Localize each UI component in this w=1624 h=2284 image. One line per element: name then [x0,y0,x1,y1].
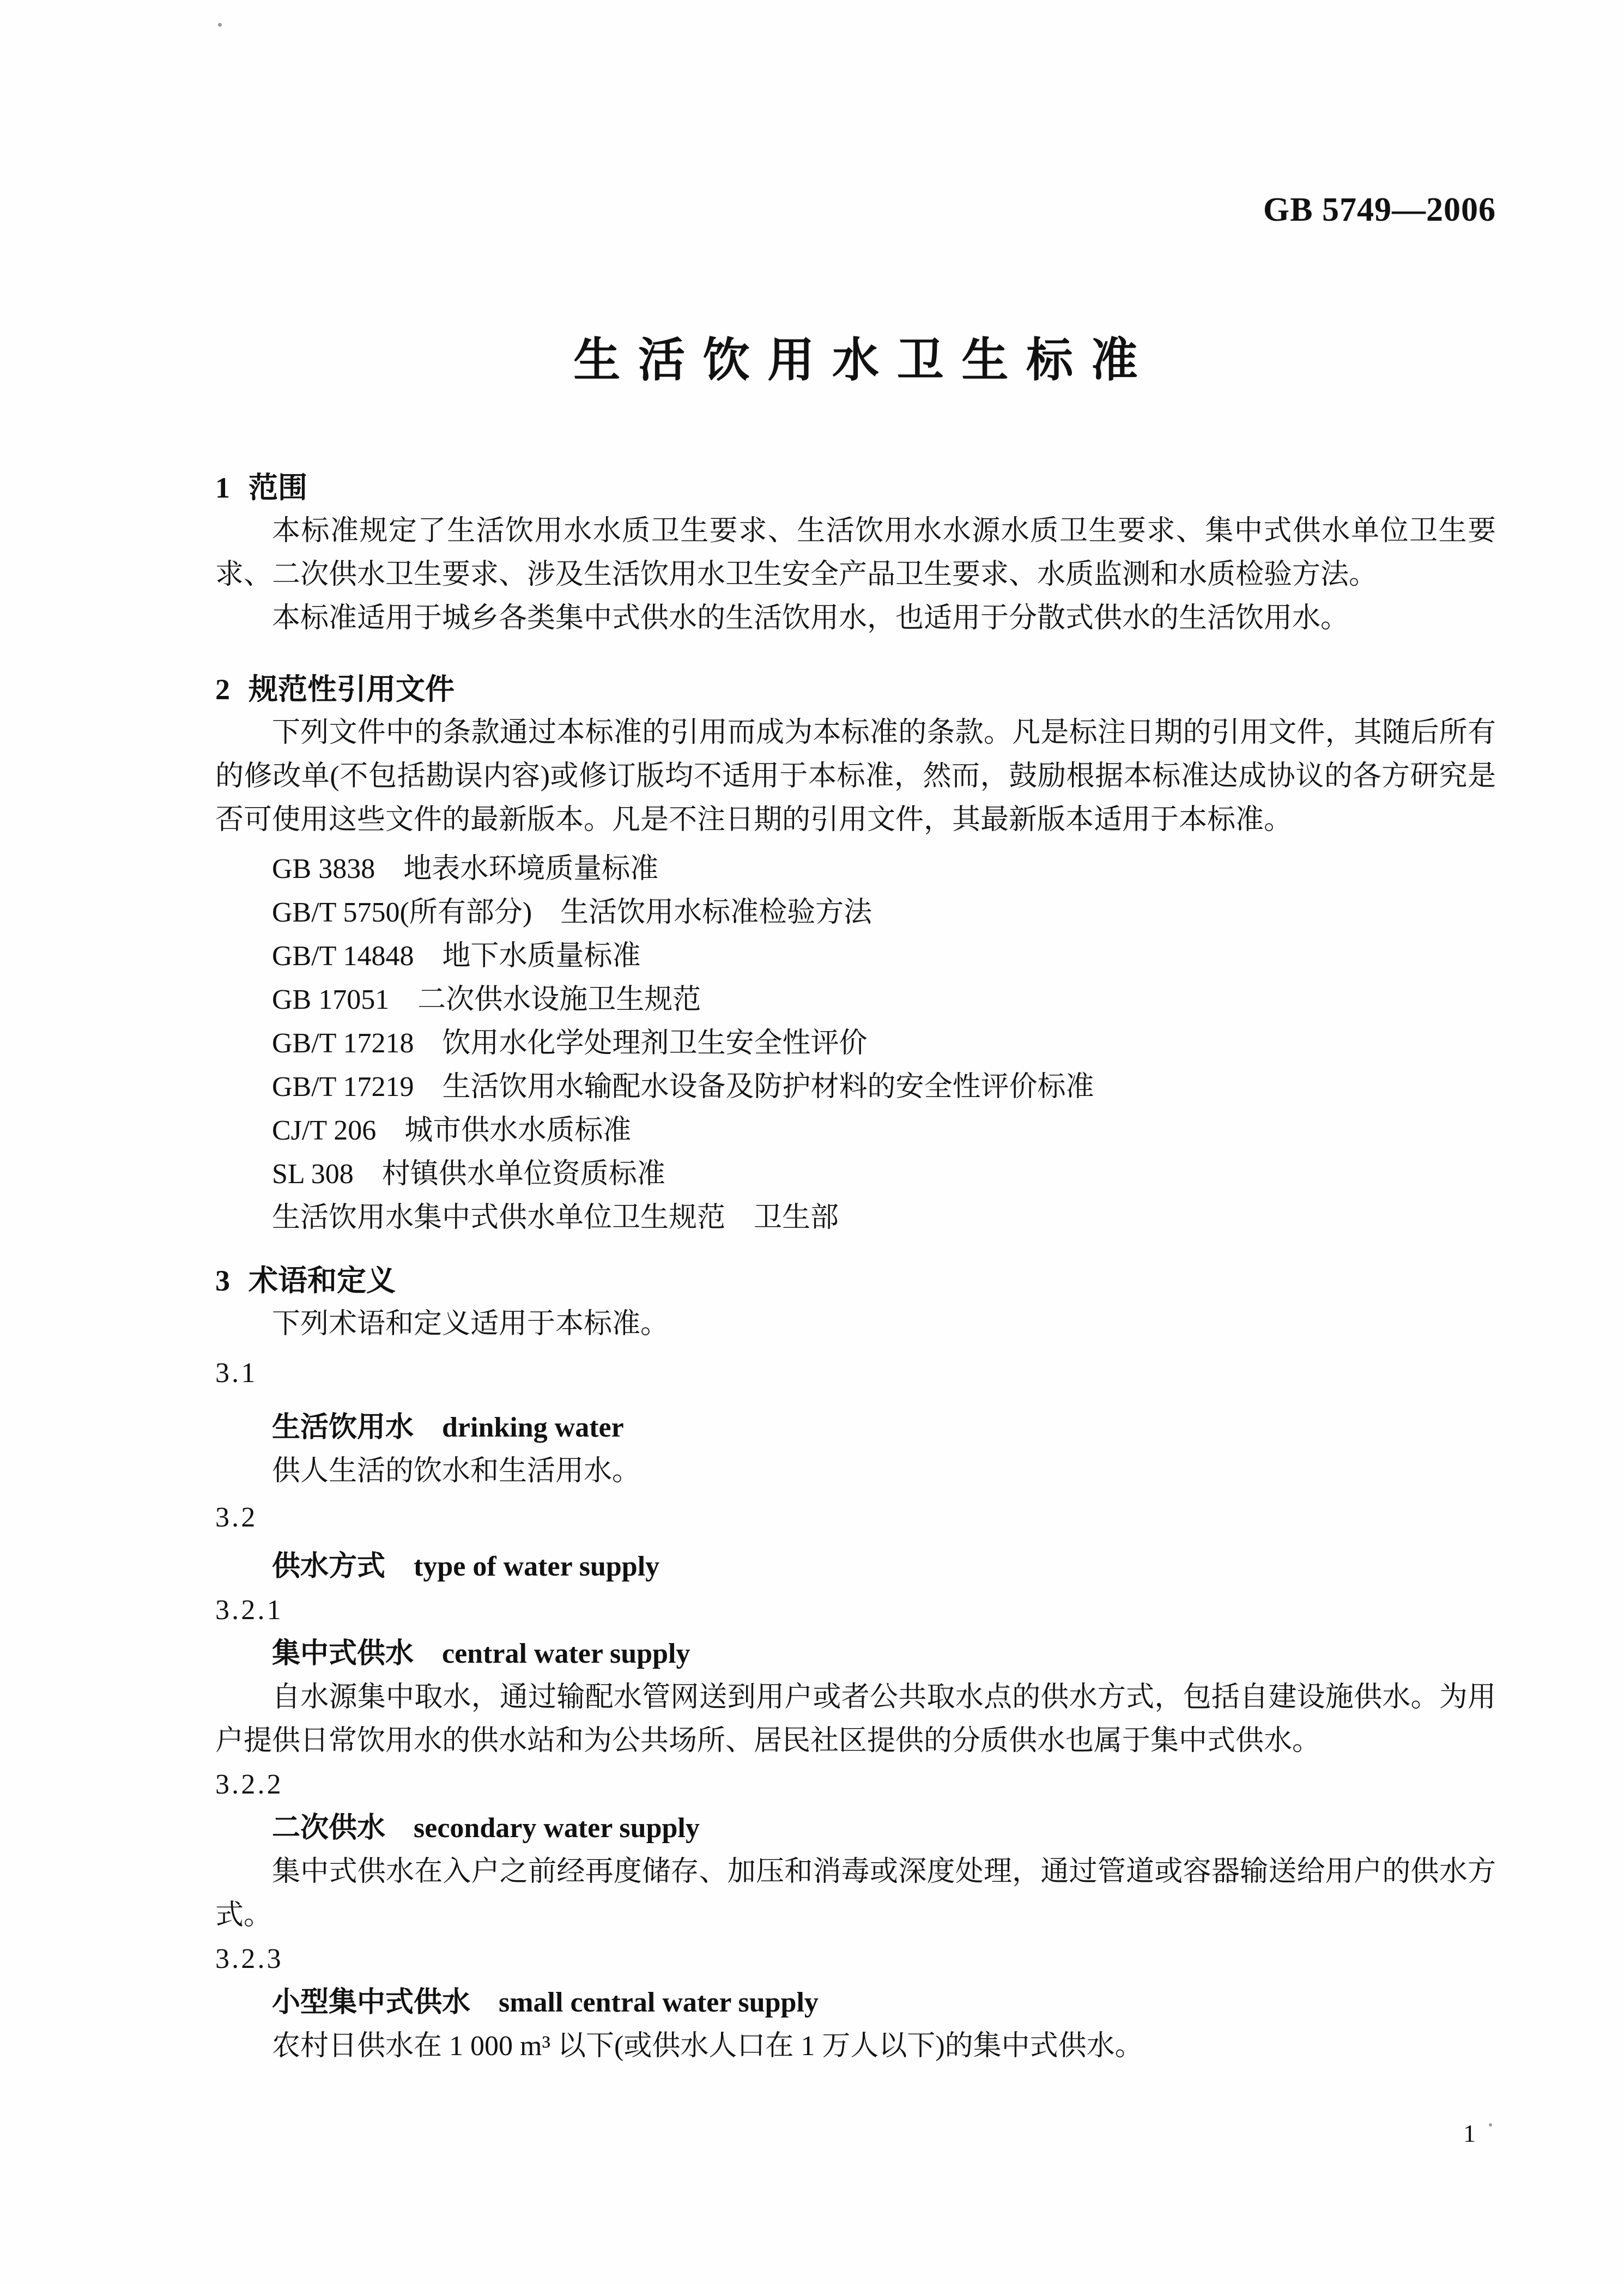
term-line: 集中式供水 central water supply [272,1638,690,1669]
reference-item: CJ/T 206 城市供水水质标准 [272,1115,632,1146]
reference-item: GB/T 14848 地下水质量标准 [272,941,641,972]
page-content [215,0,1496,2068]
reference-item: GB/T 17219 生活饮用水输配水设备及防护材料的安全性评价标准 [272,1071,1094,1102]
reference-item: GB 3838 地表水环境质量标准 [272,853,659,884]
reference-item: 生活饮用水集中式供水单位卫生规范 卫生部 [272,1202,839,1233]
term-definition: 农村日供水在 1 000 m³ 以下(或供水人口在 1 万人以下)的集中式供水。 [272,2031,1143,2062]
section-1-number: 1 [215,471,230,504]
section-3-title: 术语和定义 [249,1264,396,1297]
page-number: 1 [1463,2119,1476,2147]
reference-item: SL 308 村镇供水单位资质标准 [272,1159,665,1190]
clause-number: 3.2.3 [215,1943,283,1974]
section-2-heading [215,668,1496,711]
section-1-title: 范围 [249,471,307,504]
clause-number: 3.1 [215,1358,258,1389]
term-definition: 自水源集中取水，通过输配水管网送到用户或者公共取水点的供水方式，包括自建设施供水。为用户提供日常饮用水的供水站和为公共场所、居民社区提供的分质供水也属于集中式供水。 [215,1682,1496,1756]
section-3-number: 3 [215,1264,230,1297]
scope-paragraph: 本标准规定了生活饮用水水质卫生要求、生活饮用水水源水质卫生要求、集中式供水单位卫生要求、二次供水卫生要求、涉及生活饮用水卫生安全产品卫生要求、水质监测和水质检验方法。 [215,516,1496,590]
clause-number: 3.2.2 [215,1769,283,1800]
section-2-number: 2 [215,673,230,706]
reference-item: GB/T 5750(所有部分) 生活饮用水标准检验方法 [272,897,872,928]
reference-item: GB/T 17218 饮用水化学处理剂卫生安全性评价 [272,1028,868,1059]
term-definition: 集中式供水在入户之前经再度储存、加压和消毒或深度处理，通过管道或容器输送给用户的供水方式。 [215,1856,1496,1931]
clause-number: 3.2.1 [215,1595,283,1626]
section-2-title: 规范性引用文件 [249,673,455,706]
reference-item: GB 17051 二次供水设施卫生规范 [272,984,701,1015]
term-line: 二次供水 secondary water supply [272,1813,700,1844]
section-1-heading [215,466,1496,510]
term-line: 小型集中式供水 small central water supply [272,1987,819,2018]
document-title: 生活饮用水卫生标准 [573,334,1156,386]
section-3-heading [215,1259,1496,1302]
term-definition: 供人生活的饮水和生活用水。 [272,1456,641,1487]
term-line: 供水方式 type of water supply [272,1551,660,1582]
normative-references-intro: 下列文件中的条款通过本标准的引用而成为本标准的条款。凡是标注日期的引用文件，其随后所有的修改单(不包括勘误内容)或修订版均不适用于本标准，然而，鼓励根据本标准达成协议的各方研究是否可使用这些文件的最新版本。凡是不注日期的引用文件，其最新版本适用于本标准。 [215,717,1496,835]
term-line: 生活饮用水 drinking water [272,1412,624,1443]
clause-number: 3.2 [215,1502,258,1533]
terms-intro: 下列术语和定义适用于本标准。 [272,1308,669,1340]
scan-artifact [1489,2123,1492,2127]
standard-number: GB 5749—2006 [1263,191,1496,228]
scope-paragraph: 本标准适用于城乡各类集中式供水的生活饮用水，也适用于分散式供水的生活饮用水。 [272,603,1349,634]
